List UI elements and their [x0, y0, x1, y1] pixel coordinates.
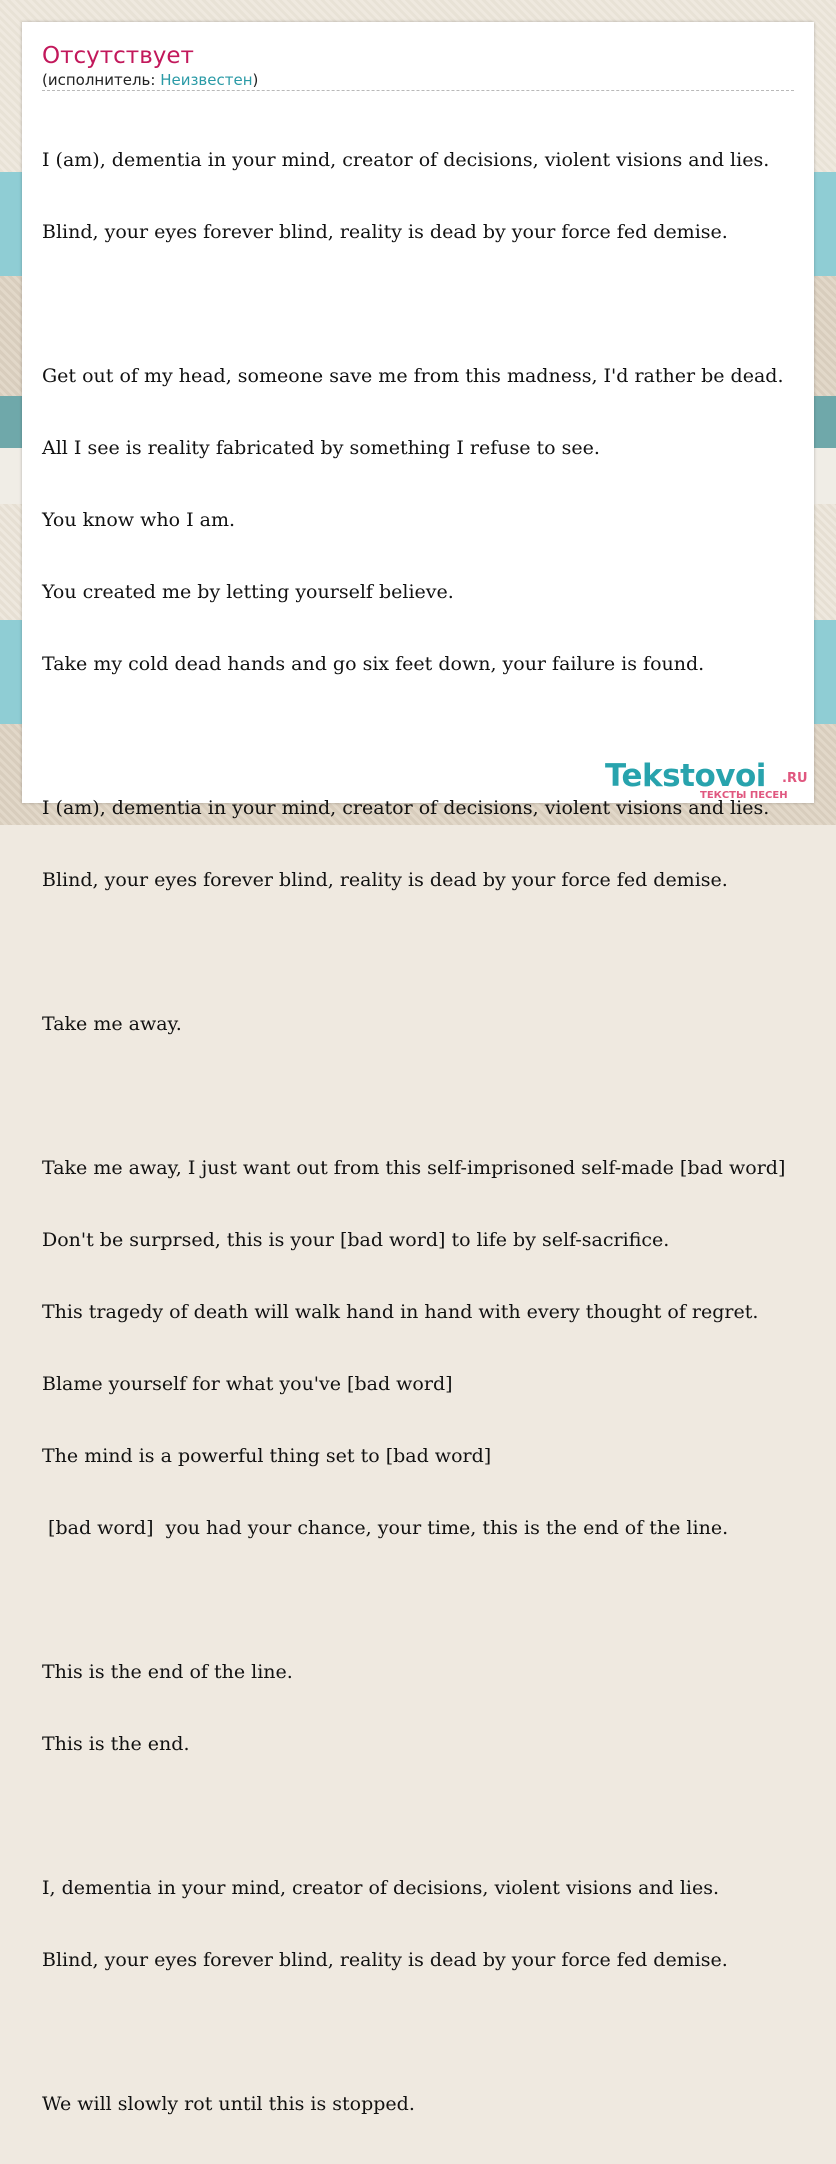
lyric-line: This tragedy of death will walk hand in hand with every thought of regret.: [42, 1301, 759, 1323]
lyric-line: You know who I am.: [42, 509, 236, 531]
lyric-line: We will slowly rot until this is stopped.: [42, 2093, 415, 2115]
artist-link[interactable]: Неизвестен: [160, 71, 253, 89]
lyric-line: [42, 940, 785, 964]
lyric-line: The mind is a powerful thing set to [bad word]: [42, 1445, 492, 1467]
lyric-line: Take my cold dead hands and go six feet down, your failure is found.: [42, 653, 705, 675]
lyric-line: [42, 724, 785, 748]
divider: [42, 90, 794, 91]
logo-tagline: ТЕКСТЫ ПЕСЕН: [700, 790, 788, 801]
lyric-line: Don't be surprsed, this is your [bad word] to life by self-sacrifice.: [42, 1229, 670, 1251]
lyric-line: This is the end.: [42, 1733, 190, 1755]
lyric-line: [42, 2020, 785, 2044]
lyric-line: Take me away.: [42, 1013, 182, 1035]
lyric-line: [42, 1588, 785, 1612]
lyric-line: I (am), dementia in your mind, creator of decisions, violent visions and lies.: [42, 797, 770, 819]
lyric-line: [42, 292, 785, 316]
lyric-line: Blind, your eyes forever blind, reality is dead by your force fed demise.: [42, 221, 728, 243]
lyric-line: Get out of my head, someone save me from this madness, I'd rather be dead.: [42, 365, 784, 387]
lyric-line: This is the end of the line.: [42, 1661, 293, 1683]
lyric-line: You created me by letting yourself believe.: [42, 581, 454, 603]
logo-domain: .RU: [782, 771, 808, 786]
lyric-line: Take me away, I just want out from this self-imprisoned self-made [bad word]: [42, 1157, 786, 1179]
lyric-line: Blind, your eyes forever blind, reality is dead by your force fed demise.: [42, 1949, 728, 1971]
site-logo[interactable]: [605, 758, 810, 803]
lyric-line: I (am), dementia in your mind, creator of decisions, violent visions and lies.: [42, 149, 770, 171]
performer-suffix: ): [252, 71, 259, 89]
performer-line: [42, 71, 258, 89]
lyric-line: Blame yourself for what you've [bad word]: [42, 1373, 453, 1395]
lyric-line: [bad word] you had your chance, your time, this is the end of the line.: [42, 1517, 729, 1539]
song-title: Отсутствует: [42, 43, 194, 69]
lyric-line: All I see is reality fabricated by something I refuse to see.: [42, 437, 600, 459]
performer-prefix: (исполнитель:: [42, 71, 161, 89]
logo-name: Tekstovoi: [605, 758, 766, 794]
lyric-line: [42, 1804, 785, 1828]
lyrics-card: [22, 22, 814, 2115]
lyric-line: Blind, your eyes forever blind, reality is dead by your force fed demise.: [42, 869, 728, 891]
lyrics-text: [42, 100, 785, 2164]
lyric-line: [42, 1084, 785, 1108]
lyric-line: I, dementia in your mind, creator of decisions, violent visions and lies.: [42, 1877, 720, 1899]
